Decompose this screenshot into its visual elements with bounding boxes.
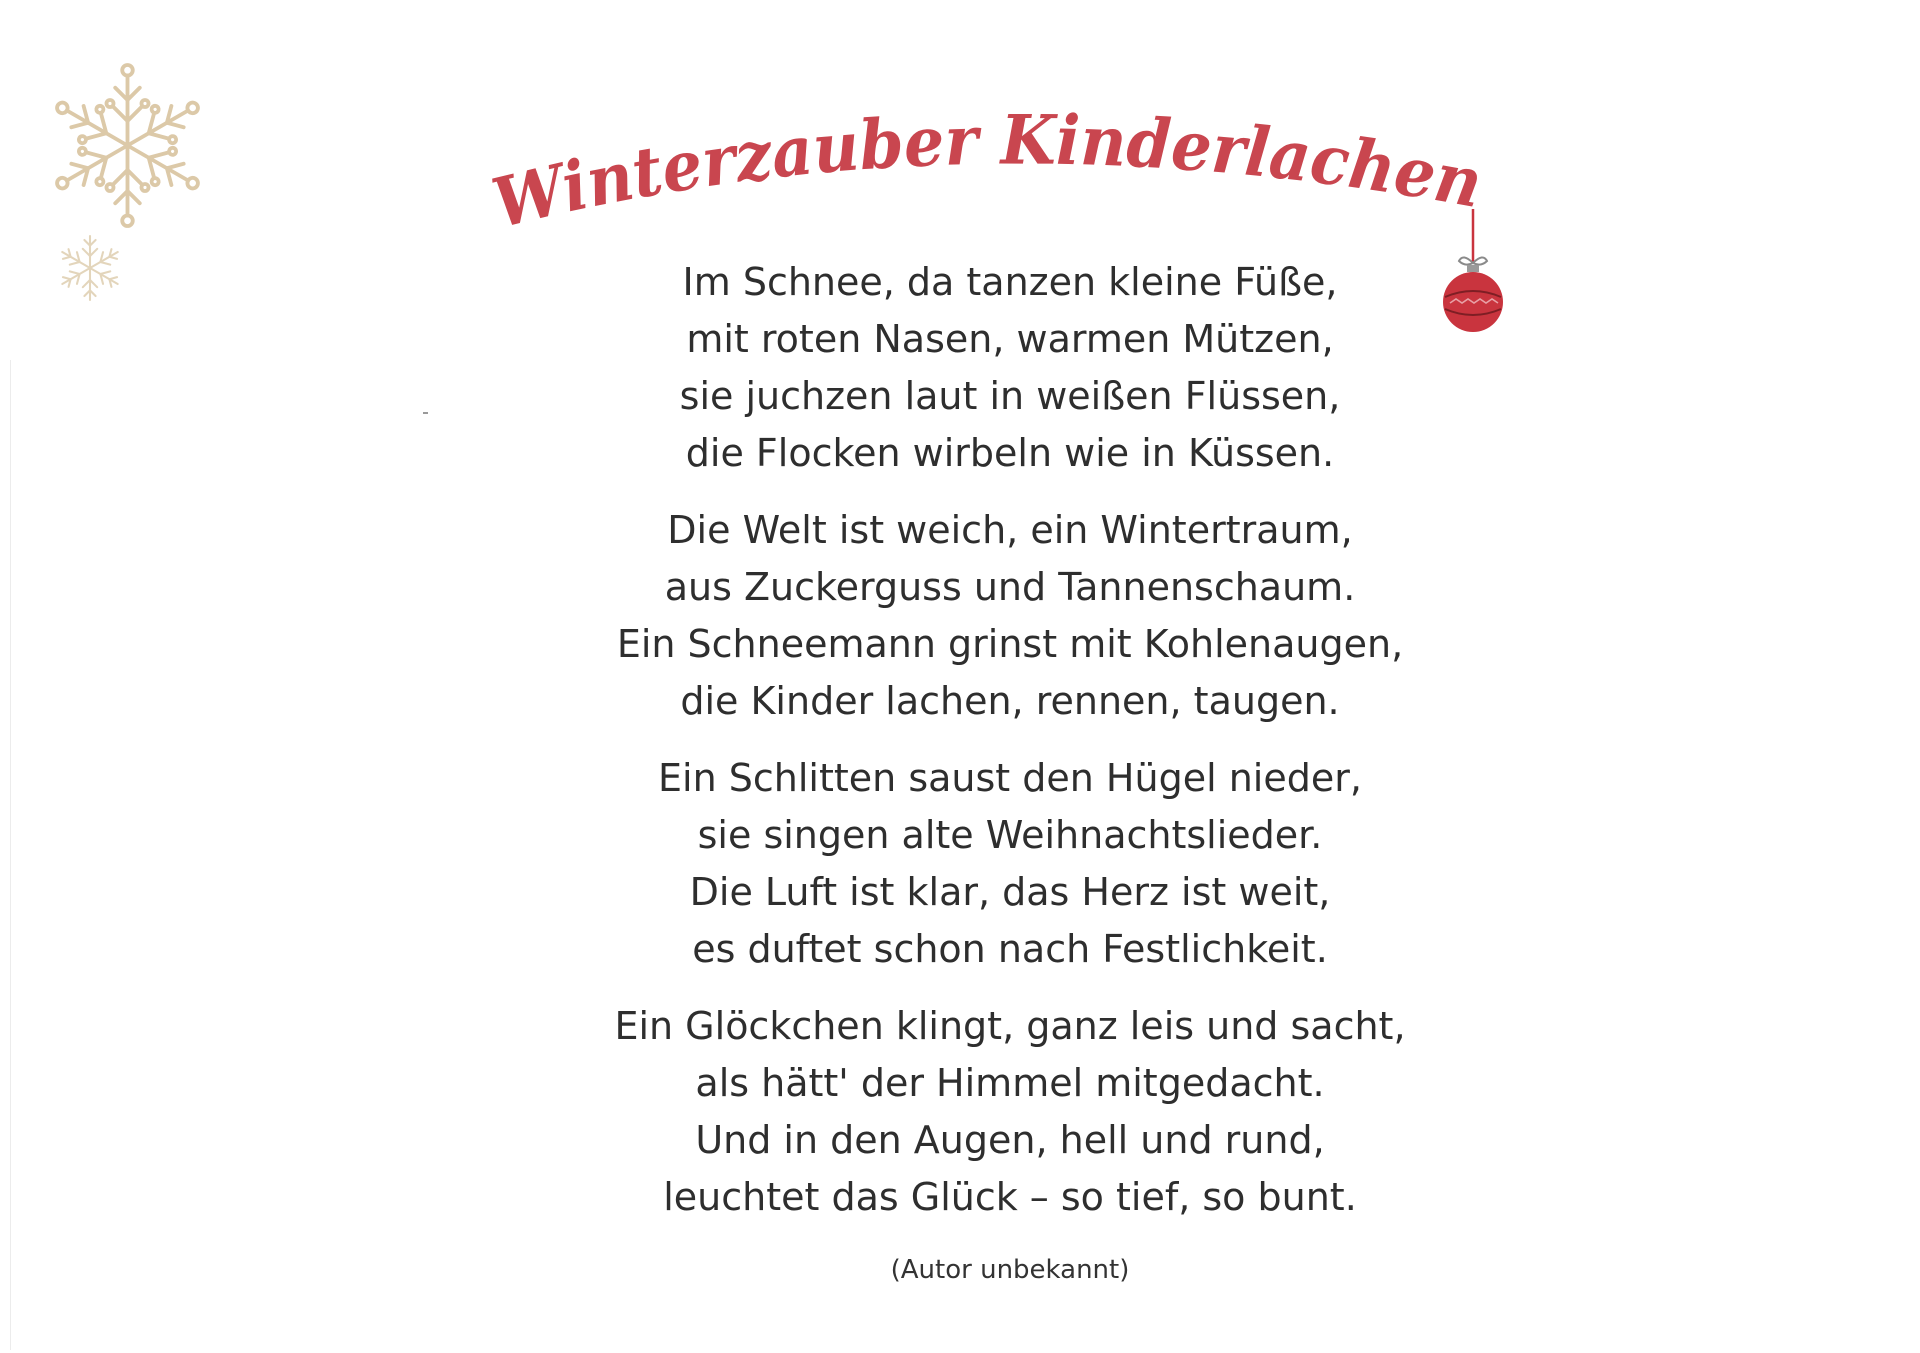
scan-edge [10, 360, 11, 1350]
poem-stanza [560, 998, 1460, 1226]
poem-title: Winterzauber Kinderlachen [485, 100, 1492, 245]
scan-speck [423, 412, 428, 414]
poem-stanza [560, 750, 1460, 978]
poem-line: sie singen alte Weihnachtslieder. [697, 813, 1323, 857]
poem-line: die Kinder lachen, rennen, taugen. [680, 679, 1340, 723]
poem-line: mit roten Nasen, warmen Mützen, [686, 317, 1334, 361]
poem-line: als hätt' der Himmel mitgedacht. [695, 1061, 1325, 1105]
poem-line: Im Schnee, da tanzen kleine Füße, [682, 260, 1338, 304]
poem-line: Die Welt ist weich, ein Wintertraum, [667, 508, 1353, 552]
snowflake-icon [40, 58, 215, 233]
poem-line: Die Luft ist klar, das Herz ist weit, [689, 870, 1331, 914]
poem-stanza [560, 502, 1460, 730]
poem-line: Ein Schlitten saust den Hügel nieder, [658, 756, 1362, 800]
poem-line: die Flocken wirbeln wie in Küssen. [685, 431, 1335, 475]
poem-line: Ein Glöckchen klingt, ganz leis und sacht, [614, 1004, 1406, 1048]
poem-line: sie juchzen laut in weißen Flüssen, [679, 374, 1341, 418]
poem-line: leuchtet das Glück – so tief, so bunt. [663, 1175, 1357, 1219]
poem-line: Und in den Augen, hell und rund, [695, 1118, 1325, 1162]
poem-stanza [560, 254, 1460, 482]
poem-body [560, 254, 1460, 1246]
poem-author: (Autor unbekannt) [890, 1255, 1130, 1285]
poem-line: aus Zuckerguss und Tannenschaum. [664, 565, 1356, 609]
snowflake-icon [50, 228, 130, 308]
poem-line: Ein Schneemann grinst mit Kohlenaugen, [616, 622, 1404, 666]
poem-line: es duftet schon nach Festlichkeit. [692, 927, 1328, 971]
